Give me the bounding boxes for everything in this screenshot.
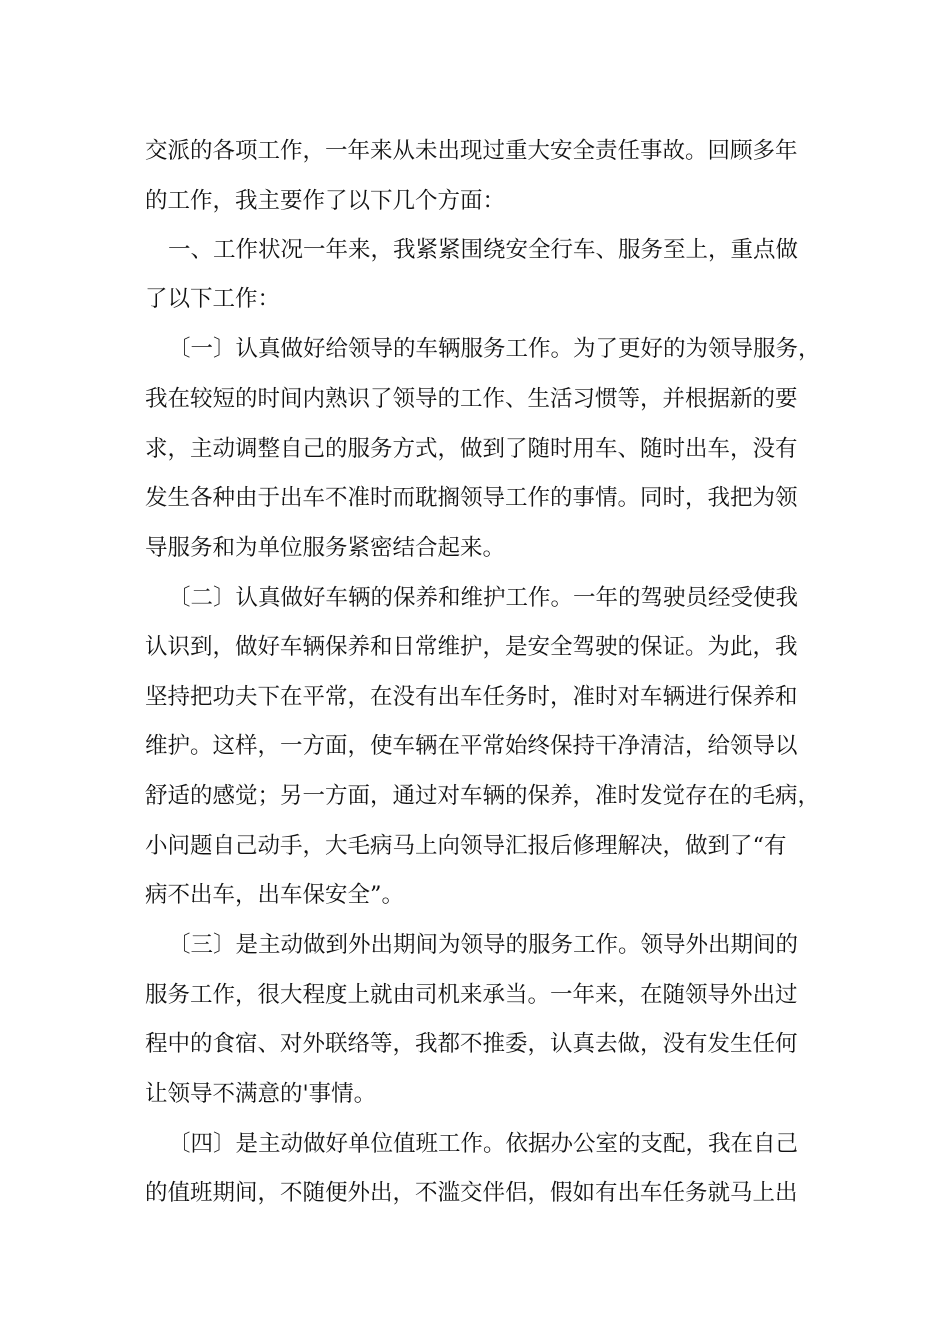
paragraph-start: 〔三〕是主动做到外出期间为领导的服务工作。领导外出期间的 [168,932,799,958]
paragraph-start: 〔四〕是主动做好单位值班工作。依据办公室的支配，我在自己 [168,1131,799,1157]
text-line: 病不出车，出车保安全”。 [145,882,405,908]
text-line: 交派的各项工作，一年来从未出现过重大安全责任事故。回顾多年 [145,138,798,164]
text-line: 小问题自己动手，大毛病马上向领导汇报后修理解决，做到了“有 [145,833,787,859]
text-line: 了以下工作： [145,286,281,312]
text-line: 导服务和为单位服务紧密结合起来。 [145,535,506,561]
text-line: 程中的食宿、对外联络等，我都不推委，认真去做，没有发生任何 [145,1031,798,1057]
text-line: 的工作，我主要作了以下几个方面： [145,188,506,214]
text-line: 维护。这样，一方面，使车辆在平常始终保持干净清洁，给领导以 [145,733,798,759]
section-heading: 一、工作状况一年来，我紧紧围绕安全行车、服务至上，重点做 [168,237,799,263]
text-line: 的值班期间，不随便外出，不滥交伴侣，假如有出车任务就马上出 [145,1180,798,1206]
text-line: 认识到，做好车辆保养和日常维护，是安全驾驶的保证。为此，我 [145,634,798,660]
text-line: 让领导不满意的'事情。 [145,1081,377,1107]
text-line: 我在较短的时间内熟识了领导的工作、生活习惯等，并根据新的要 [145,386,798,412]
paragraph-start: 〔一〕认真做好给领导的车辆服务工作。为了更好的为领导服务， [168,336,821,362]
text-line: 舒适的感觉；另一方面，通过对车辆的保养，准时发觉存在的毛病， [145,783,821,809]
text-line: 求，主动调整自己的服务方式，做到了随时用车、随时出车，没有 [145,436,798,462]
text-line: 坚持把功夫下在平常，在没有出车任务时，准时对车辆进行保养和 [145,684,798,710]
paragraph-start: 〔二〕认真做好车辆的保养和维护工作。一年的驾驶员经受使我 [168,585,799,611]
text-line: 发生各种由于出车不准时而耽搁领导工作的事情。同时，我把为领 [145,485,798,511]
text-line: 服务工作，很大程度上就由司机来承当。一年来，在随领导外出过 [145,982,798,1008]
